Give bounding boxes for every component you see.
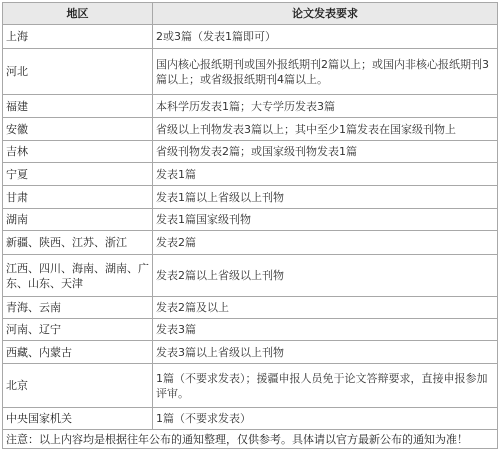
region-cell: 湖南 — [3, 209, 153, 231]
table-row — [3, 49, 498, 95]
disclaimer-note: 注意：以上内容均是根据往年公布的通知整理，仅供参考。具体请以官方最新公布的通知为准！ — [3, 430, 498, 449]
region-cell: 吉林 — [3, 141, 153, 163]
region-cell: 新疆、陕西、江苏、浙江 — [3, 231, 153, 255]
table-row — [3, 319, 498, 341]
region-cell: 安徽 — [3, 118, 153, 141]
region-cell: 甘肃 — [3, 186, 153, 209]
requirement-cell: 省级刊物发表2篇；或国家级刊物发表1篇 — [153, 141, 498, 163]
requirement-cell: 发表1篇 — [153, 163, 498, 186]
requirement-cell: 发表2篇以上省级以上刊物 — [153, 255, 498, 297]
region-cell: 江西、四川、海南、湖南、广东、山东、天津 — [3, 255, 153, 297]
table-row — [3, 408, 498, 430]
region-cell: 西藏、内蒙古 — [3, 341, 153, 364]
table-row — [3, 186, 498, 209]
region-cell: 中央国家机关 — [3, 408, 153, 430]
table-row — [3, 364, 498, 408]
requirement-cell: 1篇（不要求发表）；援疆申报人员免于论文答辩要求，直接申报参加评审。 — [153, 364, 498, 408]
region-cell: 河北 — [3, 49, 153, 95]
requirement-cell: 发表1篇国家级刊物 — [153, 209, 498, 231]
table-row — [3, 25, 498, 49]
region-cell: 福建 — [3, 95, 153, 118]
requirement-cell: 发表2篇及以上 — [153, 297, 498, 319]
header-region: 地区 — [3, 3, 153, 25]
table-header-row — [3, 3, 498, 25]
requirement-cell: 省级以上刊物发表3篇以上；其中至少1篇发表在国家级刊物上 — [153, 118, 498, 141]
note-row — [3, 430, 498, 449]
region-cell: 上海 — [3, 25, 153, 49]
table-row — [3, 297, 498, 319]
requirements-table-container — [2, 2, 497, 449]
table-row — [3, 231, 498, 255]
region-cell: 河南、辽宁 — [3, 319, 153, 341]
requirement-cell: 本科学历发表1篇；大专学历发表3篇 — [153, 95, 498, 118]
requirement-cell: 国内核心报纸期刊或国外报纸期刊2篇以上；或国内非核心报纸期刊3篇以上；或省级报纸期刊4篇以上。 — [153, 49, 498, 95]
requirement-cell: 发表3篇 — [153, 319, 498, 341]
region-cell: 青海、云南 — [3, 297, 153, 319]
requirement-cell: 发表3篇以上省级以上刊物 — [153, 341, 498, 364]
requirement-cell: 2或3篇（发表1篇即可） — [153, 25, 498, 49]
header-requirement: 论文发表要求 — [153, 3, 498, 25]
table-row — [3, 255, 498, 297]
table-row — [3, 141, 498, 163]
requirements-table — [2, 2, 498, 449]
table-row — [3, 163, 498, 186]
table-row — [3, 209, 498, 231]
requirement-cell: 发表1篇以上省级以上刊物 — [153, 186, 498, 209]
region-cell: 宁夏 — [3, 163, 153, 186]
table-row — [3, 95, 498, 118]
requirement-cell: 发表2篇 — [153, 231, 498, 255]
table-row — [3, 341, 498, 364]
requirement-cell: 1篇（不要求发表） — [153, 408, 498, 430]
table-row — [3, 118, 498, 141]
region-cell: 北京 — [3, 364, 153, 408]
